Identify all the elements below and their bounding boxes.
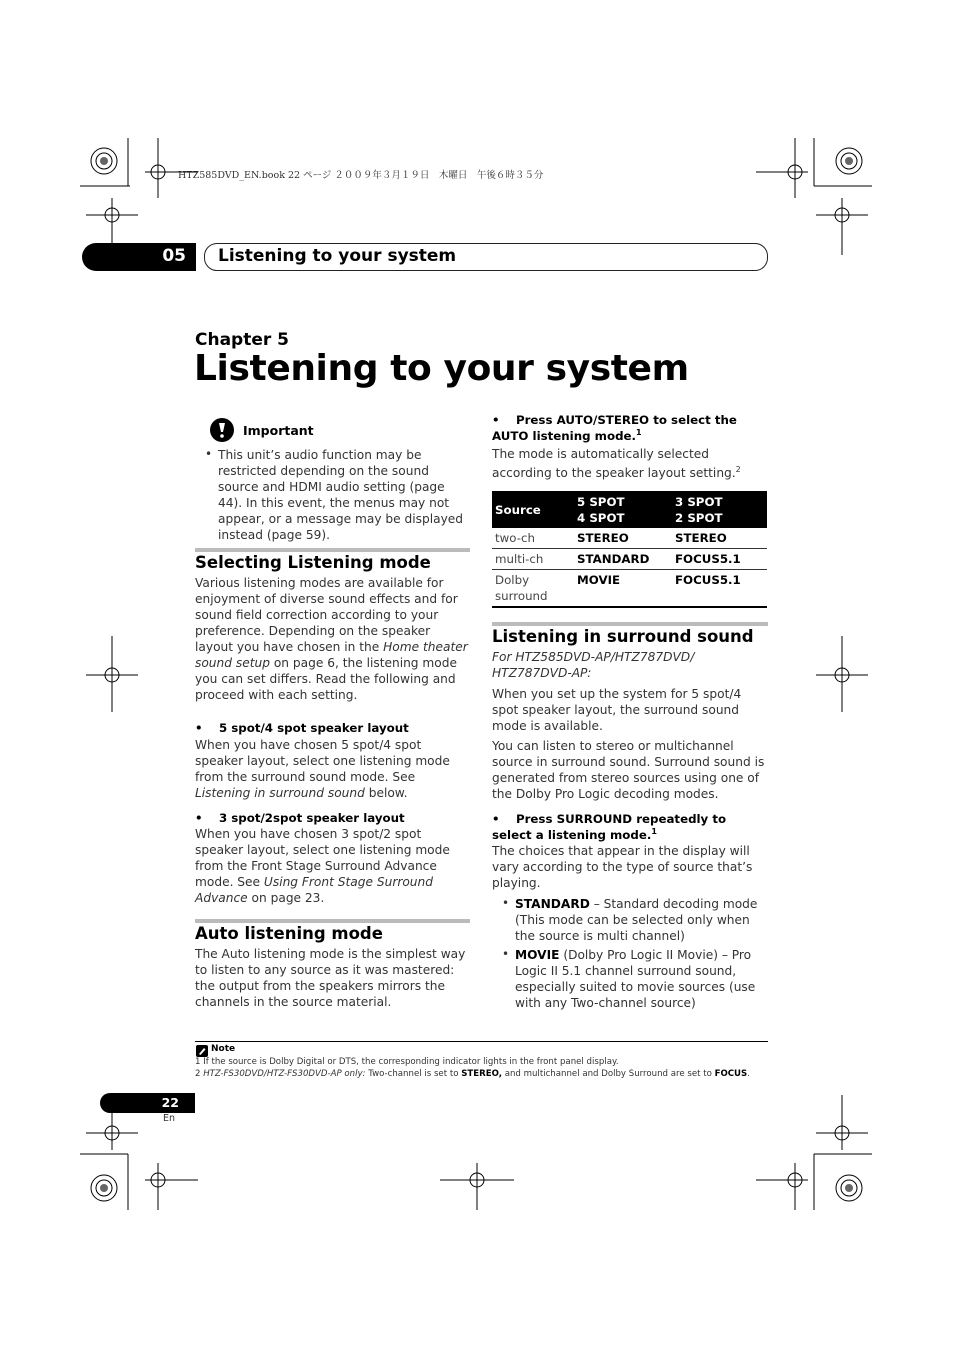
table-cell: Dolby surround xyxy=(492,570,574,608)
surround-section xyxy=(492,649,768,1011)
surround-step-desc: The choices that appear in the display will vary according to the type of source that’s playing. xyxy=(492,844,753,890)
table-cell: MOVIE xyxy=(574,570,672,608)
note-label: Note xyxy=(211,1044,236,1054)
auto-step xyxy=(492,412,768,483)
option-movie: • MOVIE (Dolby Pro Logic II Movie) – Pro Logic II 5.1 channel surround sound, especially suited to movie sources (use with any Two-channel source) xyxy=(502,947,756,1010)
page-title: Listening to your system xyxy=(194,348,689,389)
auto-section xyxy=(195,946,470,1010)
section-title-selecting: Selecting Listening mode xyxy=(195,553,431,572)
table-row xyxy=(492,528,767,549)
footnote-1: 1 If the source is Dolby Digital or DTS, the corresponding indicator lights in the front panel display. xyxy=(195,1057,619,1067)
table-row xyxy=(492,549,767,570)
table-header-source: Source xyxy=(492,491,574,528)
section-title-auto: Auto listening mode xyxy=(195,924,383,943)
footnote-2: 2 HTZ-FS30DVD/HTZ-FS30DVD-AP only: Two-channel is set to STEREO, and multichannel and Dolby Surround are set to FOCUS. xyxy=(195,1069,750,1079)
surround-models: For HTZ585DVD-AP/HTZ787DVD/ HTZ787DVD-AP: xyxy=(492,650,695,680)
table-header-5-4-spot: 5 SPOT 4 SPOT xyxy=(574,491,672,528)
section-divider xyxy=(195,919,470,923)
note-divider xyxy=(195,1041,768,1042)
bullet-5spot: • 5 spot/4 spot speaker layout xyxy=(195,721,409,735)
bullet-5spot-text: When you have chosen 5 spot/4 spot speaker layout, select one listening mode from the surround sound mode. See Listening in surround sound below. xyxy=(195,738,450,800)
page-number-badge xyxy=(100,1093,195,1113)
listening-mode-table xyxy=(492,491,767,608)
section-title-surround: Listening in surround sound xyxy=(492,627,754,646)
table-cell: FOCUS5.1 xyxy=(672,549,767,570)
table-cell: two-ch xyxy=(492,528,574,549)
page-number: 22 xyxy=(161,1095,179,1110)
auto-step-instruction: • Press AUTO/STEREO to select the AUTO listening mode.$^1$ xyxy=(492,413,737,443)
important-label: Important xyxy=(243,423,314,438)
table-cell: STEREO xyxy=(574,528,672,549)
page-language: En xyxy=(163,1113,176,1124)
header-title: Listening to your system xyxy=(218,246,457,266)
selecting-section xyxy=(195,575,470,906)
table-cell: FOCUS5.1 xyxy=(672,570,767,608)
section-divider xyxy=(492,622,768,626)
selecting-intro: Various listening modes are available for enjoyment of diverse sound effects and for sound field correction according to your preference. Depending on the speaker layout you have chosen in the Home theater sound setup on page 6, the listening mode you can set differs. Read the following and proceed with each setting. xyxy=(195,576,468,702)
section-divider xyxy=(195,548,470,552)
auto-step-desc: The mode is automatically selected according to the speaker layout setting.$^2$ xyxy=(492,447,741,480)
table-cell: STANDARD xyxy=(574,549,672,570)
important-icon xyxy=(210,418,234,442)
bullet-3spot-text: When you have chosen 3 spot/2 spot speaker layout, select one listening mode from the Front Stage Surround Advance mode. See Using Front Stage Surround Advance on page 23. xyxy=(195,827,450,905)
important-note xyxy=(205,447,470,543)
table-cell: STEREO xyxy=(672,528,767,549)
chapter-tab xyxy=(82,243,196,271)
important-text: This unit’s audio function may be restricted depending on the sound source and HDMI audio setting (page 44). In this event, the menus may not appear, or a message may be displayed instead (page 59). xyxy=(218,448,464,542)
print-info: HTZ585DVD_EN.book 22 ページ ２００９年３月１９日 木曜日 午後６時３５分 xyxy=(178,170,544,181)
surround-step-instruction: • Press SURROUND repeatedly to select a listening mode.$^1$ xyxy=(492,812,727,842)
chapter-label: Chapter 5 xyxy=(195,330,290,350)
auto-text: The Auto listening mode is the simplest way to listen to any source as it was mastered: the output from the speakers mirrors the channels in the source material. xyxy=(195,947,466,1009)
table-cell: multi-ch xyxy=(492,549,574,570)
table-header-3-2-spot: 3 SPOT 2 SPOT xyxy=(672,491,767,528)
surround-p2: You can listen to stereo or multichannel source in surround sound. Surround sound is generated from stereo sources using one of the Dolby Pro Logic decoding modes. xyxy=(492,739,765,801)
bullet-3spot: • 3 spot/2spot speaker layout xyxy=(195,811,405,825)
note-icon xyxy=(196,1045,208,1057)
header-title-box xyxy=(204,243,768,271)
option-standard: • STANDARD – Standard decoding mode (This mode can be selected only when the source is multi channel) xyxy=(502,896,758,943)
chapter-number: 05 xyxy=(162,246,186,266)
bullet-icon: • xyxy=(205,447,213,461)
table-row xyxy=(492,570,767,608)
surround-p1: When you set up the system for 5 spot/4 spot speaker layout, the surround sound mode is available. xyxy=(492,687,742,733)
table-header-row xyxy=(492,491,767,528)
